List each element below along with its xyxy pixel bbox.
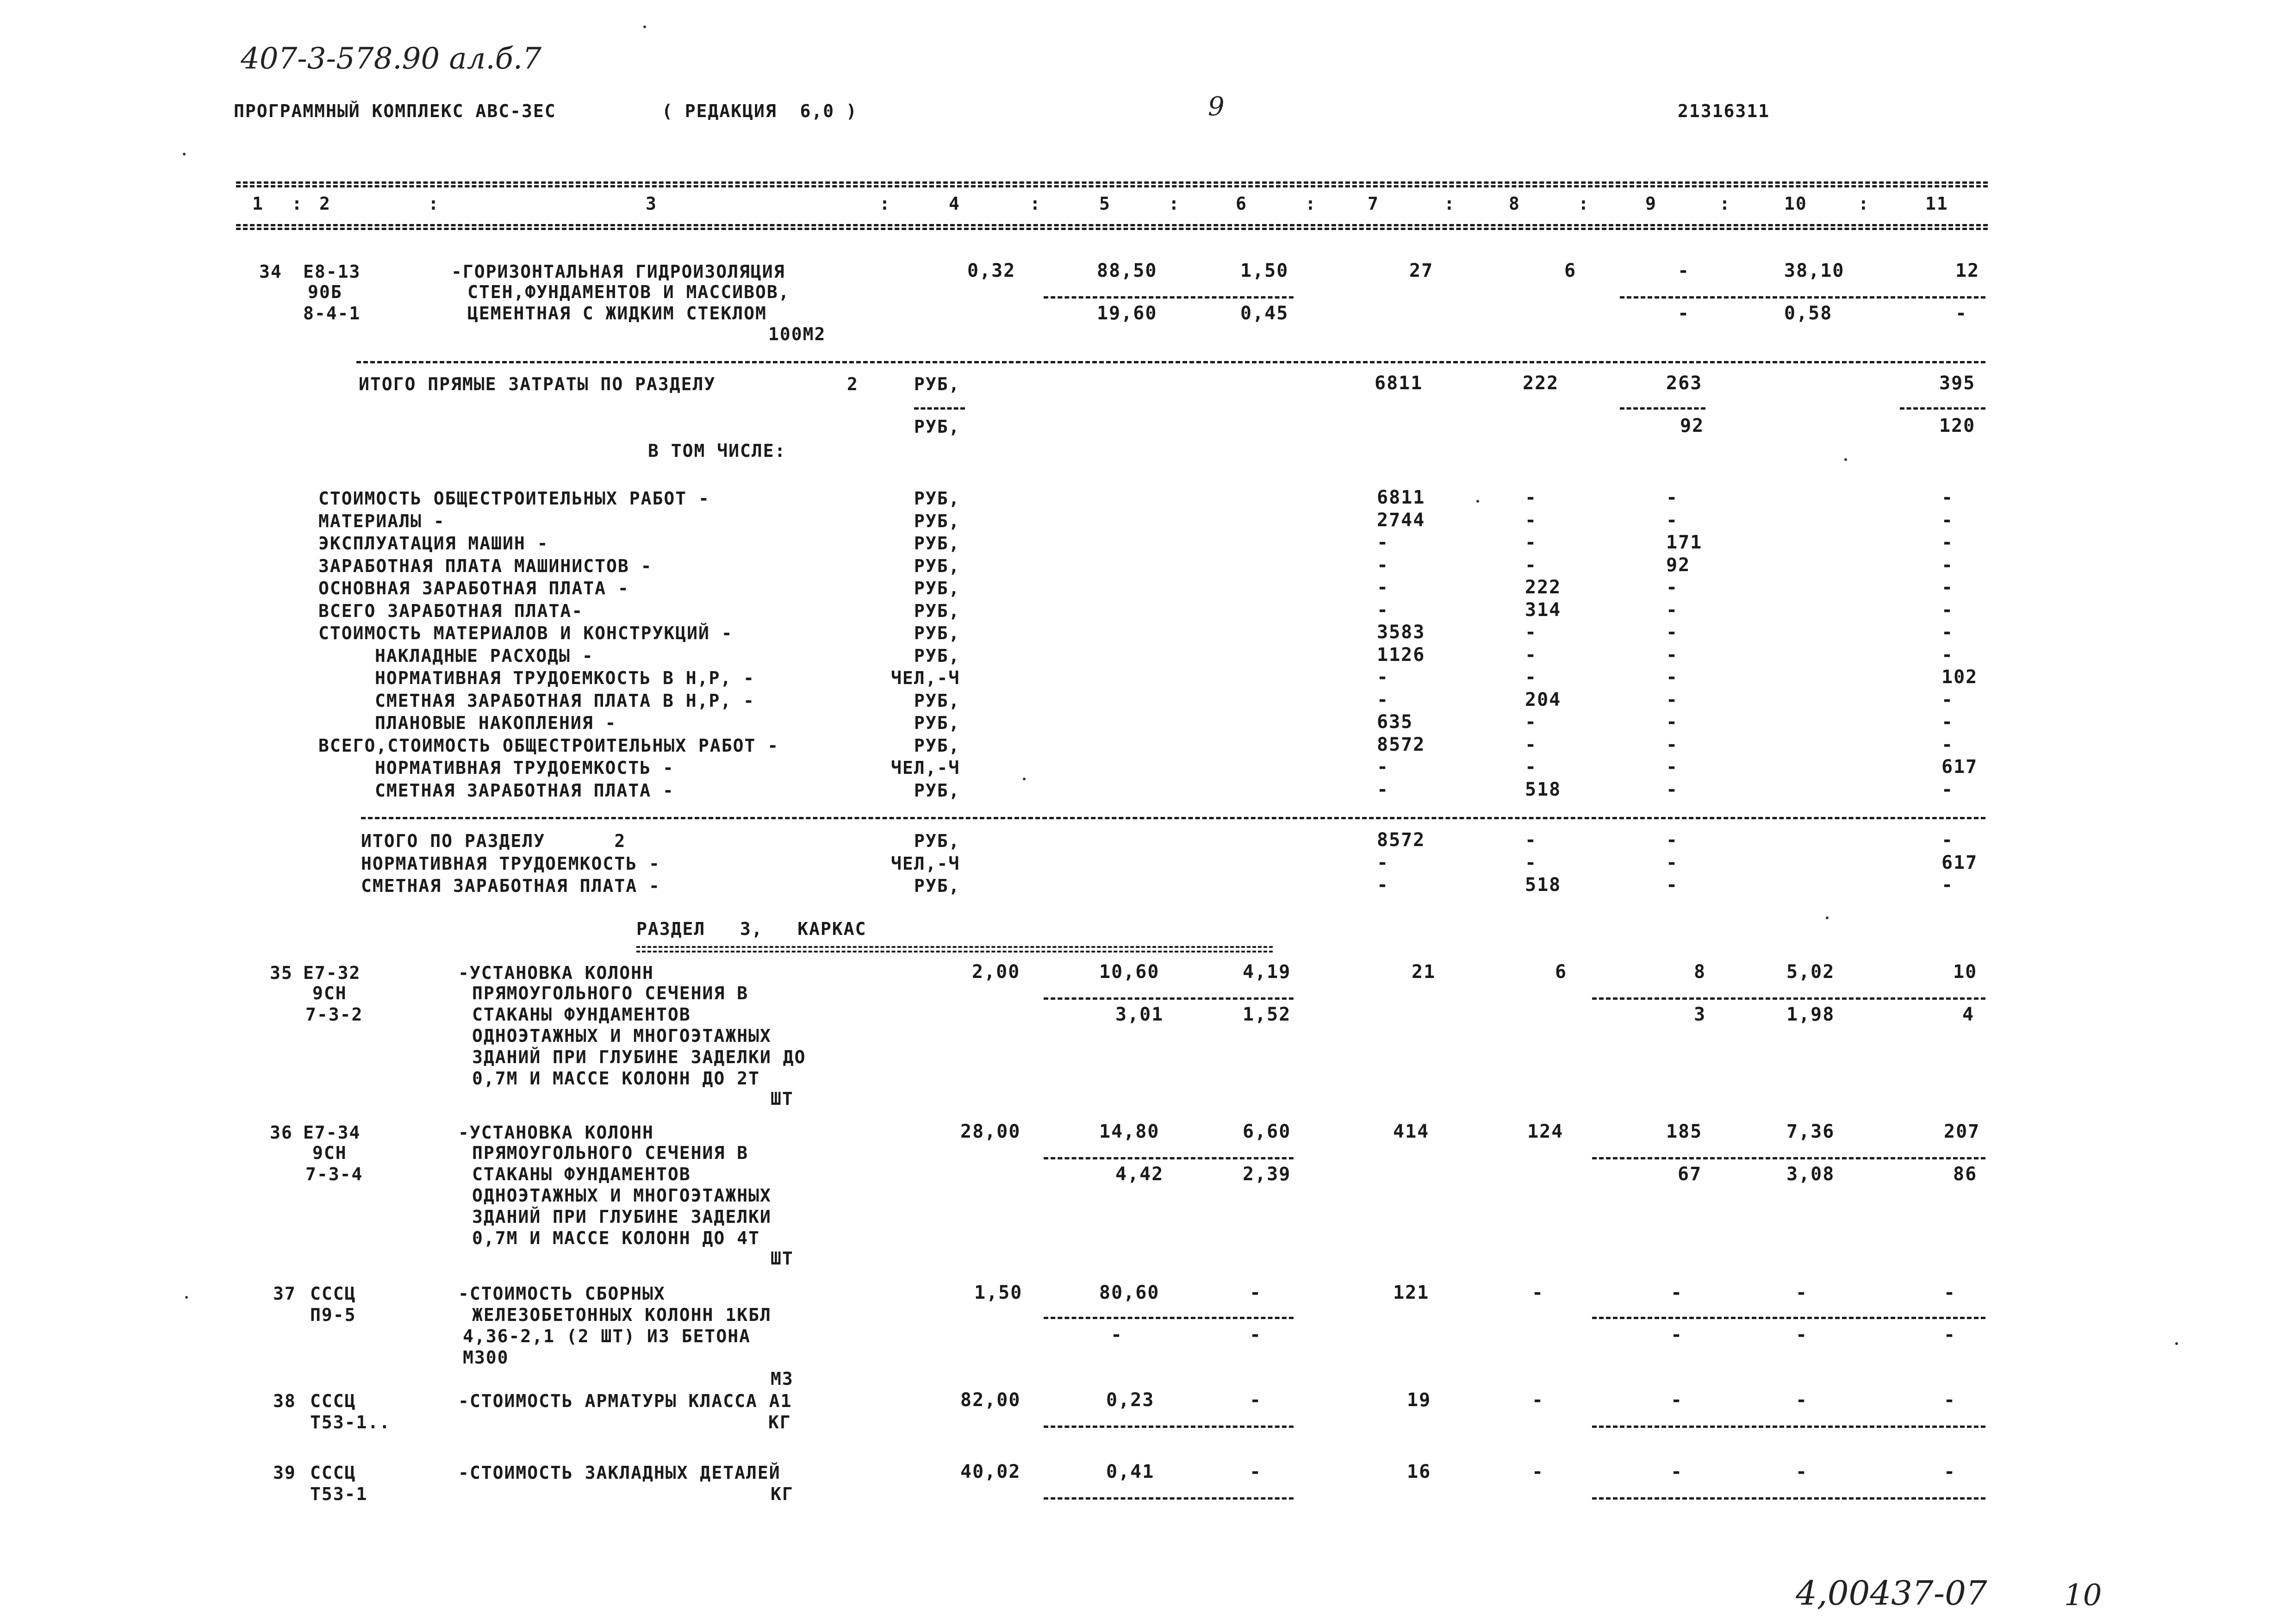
breakdown-col9: - [1666,599,1679,621]
summary-col7: - [1377,852,1389,873]
col-header-10: 10 [1784,193,1807,214]
summary-col8: - [1525,852,1537,873]
col-header-7: 7 [1368,193,1379,214]
breakdown-col9: - [1666,778,1679,800]
summary-label: СМЕТНАЯ ЗАРАБОТНАЯ ПЛАТА - [361,876,660,896]
breakdown-col9: - [1666,644,1679,666]
breakdown-col7: - [1377,577,1389,598]
section-divider [361,817,1985,819]
breakdown-label: ВСЕГО ЗАРАБОТНАЯ ПЛАТА- [318,600,584,621]
col-header-3: 3 [646,193,657,214]
breakdown-label: СТОИМОСТЬ ОБЩЕСТРОИТЕЛЬНЫХ РАБОТ - [318,488,710,509]
row-code: 90Б [308,282,342,302]
summary-unit: РУБ, [914,831,960,851]
handwritten-footer-ref: 4,00437-07 [1796,1574,1987,1613]
breakdown-unit: РУБ, [914,555,960,576]
handwritten-sheet-number: 10 [2064,1578,2102,1613]
row-description: ЦЕМЕНТНАЯ С ЖИДКИМ СТЕКЛОМ [467,303,767,324]
summary-col9: - [1666,852,1679,873]
breakdown-col11: - [1941,554,1954,576]
summary-col11: - [1941,829,1954,851]
summary-unit: ЧЕЛ,-Ч [891,853,960,874]
document-code: 21316311 [1678,101,1770,121]
breakdown-col7: - [1377,532,1389,553]
summary-label: ИТОГО ПО РАЗДЕЛУ 2 [361,831,626,851]
col-header-11: 11 [1925,193,1948,214]
col-header-8: 8 [1509,193,1520,214]
breakdown-col8: 518 [1525,778,1562,800]
breakdown-col9: - [1666,756,1679,778]
breakdown-col11: - [1941,734,1954,755]
summary-unit: РУБ, [914,876,960,896]
row-description: СТЕН,ФУНДАМЕНТОВ И МАССИВОВ, [467,282,790,302]
row-quantity: 0,32 [967,260,1016,281]
breakdown-unit: РУБ, [914,780,960,801]
estimate-sheet: 407-3-578.90 ал.б.7 4,00437-07 10 ПРОГРАММНЫЙ КОМПЛЕКС АВС-ЗЕС ( РЕДАКЦИЯ 6,0 ) 9 21316311 1 2 3 4 5 6 7 8 9 10 11 : : : : : : : : : : 34 Е8-13 90Б 8-4-1 -ГОРИЗОНТАЛЬНАЯ ГИДРОИЗОЛЯЦИЯ СТЕН,ФУНДАМЕНТОВ И МАССИВОВ, ЦЕМЕНТНАЯ С ЖИДКИМ СТЕКЛОМ 100М2 0,32 88,50 1,50 27 6 - 38,10 12 19,60 0,45 - 0,58 - ИТОГО ПРЯМЫЕ ЗАТРАТЫ ПО РАЗДЕЛУ 2 РУБ, 6811 222 263 395 РУБ, 92 120 В ТОМ ЧИСЛЕ: СТОИМОСТЬ ОБЩЕСТРОИТЕЛЬНЫХ РАБОТ - РУБ, 6811 - - - МАТЕРИАЛЫ - РУБ, 2744 - - - ЭКСПЛУАТАЦИЯ МАШИН - РУБ, - - 171 - ЗАРАБОТНАЯ ПЛАТА МАШИНИСТОВ - РУБ, - - 92 - ОСНОВНАЯ ЗАРАБОТНАЯ ПЛАТА - РУБ, - 222 - - ВСЕГО ЗАРАБОТНАЯ ПЛАТА- РУБ, - 314 - - СТОИМОСТЬ МАТЕРИАЛОВ И КОНСТРУКЦИЙ - РУБ, 3583 - - - НАКЛАДНЫЕ РАСХОДЫ - РУБ, 1126 - - - НОРМАТИВНАЯ ТРУДОЕМКОСТЬ В Н,Р, - ЧЕЛ,-Ч - - - 102 СМЕТНАЯ ЗАРАБОТНАЯ ПЛАТА В Н,Р, - РУБ, - 204 - - ПЛАНОВЫЕ НАКОПЛЕНИЯ - РУБ, 635 - - - ВСЕГО,СТОИМОСТЬ ОБЩЕСТРОИТЕЛЬНЫХ РАБОТ - РУБ, 8572 - - - НОРМАТИВНАЯ ТРУДОЕМКОСТЬ - ЧЕЛ,-Ч - - - 617 СМЕТНАЯ ЗАРАБОТНАЯ ПЛАТА - РУБ, - 518 - - ИТОГО ПО РАЗДЕЛУ 2 РУБ, 8572 - - - НОРМАТИВНАЯ ТРУДОЕМКОСТЬ - ЧЕЛ,-Ч - - - 617 СМЕТНАЯ ЗАРАБОТНАЯ ПЛАТА - РУБ, - 518 - - РАЗДЕЛ 3, КАРКАС 35 Е7-32 9СН 7-3-2 -УСТАНОВКА КОЛОНН ПРЯМОУГОЛЬНОГО СЕЧЕНИЯ В СТАКАНЫ ФУНДАМЕНТОВ ОДНОЭТАЖНЫХ И МНОГОЭТАЖНЫХ ЗДАНИЙ ПРИ ГЛУБИНЕ ЗАДЕЛКИ ДО 0,7М И МАССЕ КОЛОНН ДО 2Т ШТ 2,00 10,60 4,19 21 6 8 5,02 10 3,01 1,52 3 1,98 4 36 Е7-34 9СН 7-3-4 -УСТАНОВКА КОЛОНН ПРЯМОУГОЛЬНОГО СЕЧЕНИЯ В СТАКАНЫ ФУНДАМЕНТОВ ОДНОЭТАЖНЫХ И МНОГОЭТАЖНЫХ ЗДАНИЙ ПРИ ГЛУБИНЕ ЗАДЕЛКИ 0,7М И МАССЕ КОЛОНН ДО 4Т ШТ 28,00 14,80 6,60 414 124 185 7,36 207 4,42 2,39 67 3,08 86 37 СССЦ П9-5 -СТОИМОСТЬ СБОРНЫХ ЖЕЛЕЗОБЕТОННЫХ КОЛОНН 1КБЛ 4,36-2,1 (2 ШТ) ИЗ БЕТОНА М300 М3 1,50 80,60 - 121 - - - - - - - - - 38 СССЦ Т53-1.. -СТОИМОСТЬ АРМАТУРЫ КЛАССА А1 КГ 82,00 0,23 - 19 - - - - 39 СССЦ Т53-1 -СТОИМОСТЬ ЗАКЛАДНЫХ ДЕТАЛЕЙ КГ 40,02 0,41 - 16 - - - - [0,0,2296,1619]
breakdown-col7: 2744 [1377,509,1425,531]
breakdown-col7: - [1377,666,1389,688]
row-number: 34 [259,262,282,282]
row-code: Е8-13 [303,262,361,282]
breakdown-col11: 617 [1941,756,1978,778]
breakdown-unit: РУБ, [914,623,960,643]
breakdown-col11: 102 [1941,666,1978,688]
breakdown-col11: - [1941,487,1954,508]
breakdown-col9: - [1666,487,1679,508]
breakdown-col11: - [1941,532,1954,553]
breakdown-col8: - [1525,554,1537,576]
breakdown-unit: РУБ, [914,578,960,598]
summary-col8: - [1525,829,1537,851]
row-unit: 100М2 [768,324,826,344]
breakdown-col7: 1126 [1377,644,1425,666]
breakdown-col7: - [1377,756,1389,778]
col-header-6: 6 [1236,193,1247,214]
col-header-5: 5 [1099,193,1111,214]
program-name: ПРОГРАММНЫЙ КОМПЛЕКС АВС-ЗЕС [234,101,556,121]
breakdown-col9: - [1666,689,1679,710]
summary-col9: - [1666,829,1679,851]
breakdown-unit: РУБ, [914,645,960,666]
breakdown-label: ПЛАНОВЫЕ НАКОПЛЕНИЯ - [375,713,617,733]
breakdown-unit: РУБ, [914,690,960,711]
breakdown-label: СМЕТНАЯ ЗАРАБОТНАЯ ПЛАТА В Н,Р, - [375,690,755,711]
col-header-1: 1 [252,193,264,214]
breakdown-label: НОРМАТИВНАЯ ТРУДОЕМКОСТЬ - [375,758,674,778]
breakdown-col9: 92 [1666,554,1691,576]
breakdown-unit: ЧЕЛ,-Ч [891,758,960,778]
row-code: 8-4-1 [303,303,361,324]
breakdown-col7: - [1377,554,1389,576]
breakdown-label: МАТЕРИАЛЫ - [318,511,445,531]
section-title-underline [636,946,1273,953]
breakdown-col9: - [1666,711,1679,733]
breakdown-col7: - [1377,689,1389,710]
summary-col9: - [1666,874,1679,896]
breakdown-col9: 171 [1666,532,1703,553]
breakdown-unit: РУБ, [914,533,960,554]
program-edition: ( РЕДАКЦИЯ 6,0 ) [662,101,858,121]
breakdown-col9: - [1666,509,1679,531]
breakdown-col11: - [1941,509,1954,531]
breakdown-col8: - [1525,734,1537,755]
breakdown-label: ЭКСПЛУАТАЦИЯ МАШИН - [318,533,549,554]
summary-col11: - [1941,874,1954,896]
breakdown-col8: 204 [1525,689,1562,710]
breakdown-col11: - [1941,644,1954,666]
breakdown-col7: 6811 [1377,487,1425,508]
breakdown-col11: - [1941,711,1954,733]
summary-col7: - [1377,874,1389,896]
breakdown-col8: - [1525,622,1537,643]
breakdown-col7: 8572 [1377,734,1425,755]
page-number: 9 [1208,92,1225,122]
breakdown-col11: - [1941,778,1954,800]
breakdown-unit: РУБ, [914,488,960,509]
breakdown-col7: - [1377,778,1389,800]
section-divider [356,361,1985,363]
breakdown-col8: - [1525,756,1537,778]
handwritten-project-ref: 407-3-578.90 ал.б.7 [241,42,541,76]
breakdown-label: ОСНОВНАЯ ЗАРАБОТНАЯ ПЛАТА - [318,578,629,598]
section-3-title: РАЗДЕЛ 3, КАРКАС [636,919,867,939]
breakdown-col8: - [1525,711,1537,733]
breakdown-col11: - [1941,689,1954,710]
breakdown-unit: РУБ, [914,735,960,756]
summary-col7: 8572 [1377,829,1425,851]
breakdown-col9: - [1666,577,1679,598]
breakdown-col11: - [1941,599,1954,621]
breakdown-col9: - [1666,622,1679,643]
breakdown-col11: - [1941,622,1954,643]
header-top-rule [236,181,1988,184]
breakdown-label: ЗАРАБОТНАЯ ПЛАТА МАШИНИСТОВ - [318,555,653,576]
breakdown-col9: - [1666,666,1679,688]
breakdown-label: СТОИМОСТЬ МАТЕРИАЛОВ И КОНСТРУКЦИЙ - [318,623,733,643]
col-header-2: 2 [319,193,331,214]
breakdown-unit: ЧЕЛ,-Ч [891,668,960,688]
row-description: -ГОРИЗОНТАЛЬНАЯ ГИДРОИЗОЛЯЦИЯ [451,262,785,282]
col-header-4: 4 [949,193,960,214]
breakdown-unit: РУБ, [914,713,960,733]
breakdown-unit: РУБ, [914,600,960,621]
breakdown-col8: - [1525,487,1537,508]
including-label: В ТОМ ЧИСЛЕ: [648,441,786,461]
breakdown-col8: 314 [1525,599,1562,621]
breakdown-col7: 635 [1377,711,1413,733]
breakdown-col8: 222 [1525,577,1562,598]
summary-col11: 617 [1941,852,1978,873]
col-header-9: 9 [1645,193,1657,214]
breakdown-col8: - [1525,644,1537,666]
breakdown-col11: - [1941,577,1954,598]
summary-col8: 518 [1525,874,1562,896]
breakdown-col7: 3583 [1377,622,1425,643]
summary-label: НОРМАТИВНАЯ ТРУДОЕМКОСТЬ - [361,853,660,874]
breakdown-col9: - [1666,734,1679,755]
breakdown-unit: РУБ, [914,511,960,531]
header-bottom-rule [236,224,1988,226]
breakdown-label: НАКЛАДНЫЕ РАСХОДЫ - [375,645,594,666]
breakdown-col8: - [1525,509,1537,531]
breakdown-col8: - [1525,532,1537,553]
total-label: ИТОГО ПРЯМЫЕ ЗАТРАТЫ ПО РАЗДЕЛУ [359,374,716,394]
breakdown-col7: - [1377,599,1389,621]
breakdown-label: СМЕТНАЯ ЗАРАБОТНАЯ ПЛАТА - [375,780,674,801]
breakdown-col8: - [1525,666,1537,688]
breakdown-label: НОРМАТИВНАЯ ТРУДОЕМКОСТЬ В Н,Р, - [375,668,755,688]
breakdown-label: ВСЕГО,СТОИМОСТЬ ОБЩЕСТРОИТЕЛЬНЫХ РАБОТ - [318,735,779,756]
